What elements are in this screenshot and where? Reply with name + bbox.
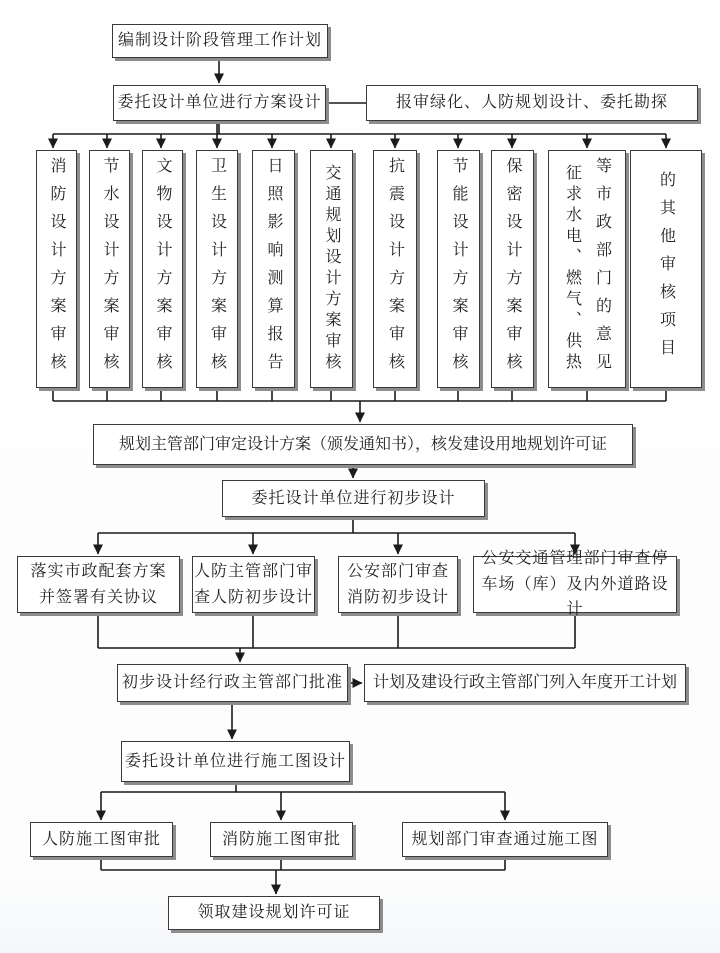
review-sanitation	[196, 150, 238, 388]
review-label: 消防设计方案审核	[48, 157, 65, 381]
line-2: 消防初步设计	[346, 588, 449, 606]
node-commission-preliminary-design: 委托设计单位进行初步设计	[222, 480, 485, 517]
review-label: 文物设计方案审核	[154, 157, 171, 381]
review-secrecy	[491, 150, 534, 388]
line-1: 公安交通管理部门审查停	[481, 550, 669, 568]
review-label: 日照影响测算报告	[265, 157, 282, 381]
review-fire-protection	[36, 150, 77, 388]
review-label-col1: 征求水电、燃气、供热	[563, 164, 581, 374]
node-compile-design-plan: 编制设计阶段管理工作计划	[112, 24, 328, 58]
node-commission-construction-drawing: 委托设计单位进行施工图设计	[121, 741, 350, 782]
node-report-greening-civil-defense-survey: 报审绿化、人防规划设计、委托勘探	[366, 85, 698, 121]
review-energy-saving	[437, 150, 480, 388]
review-label-col2: 等市政部门的意见	[593, 157, 611, 381]
node-planning-authority-approval: 规划主管部门审定设计方案（颁发通知书），核发建设用地规划许可证	[93, 424, 633, 465]
review-label: 的其他审核项目	[657, 171, 675, 367]
review-label: 抗震设计方案审核	[386, 157, 404, 381]
review-cultural-relics	[142, 150, 183, 388]
node-obtain-planning-permit: 领取建设规划许可证	[168, 896, 380, 930]
line-2: 并签署有关协议	[38, 588, 158, 606]
review-label: 卫生设计方案审核	[208, 157, 226, 381]
node-preliminary-design-approved: 初步设计经行政主管部门批准	[117, 664, 348, 702]
review-other-items	[630, 150, 702, 388]
review-label: 节能设计方案审核	[450, 157, 467, 381]
node-municipal-supporting-agreements	[17, 556, 180, 613]
review-label: 节水设计方案审核	[101, 157, 118, 381]
line-1: 公安部门审查	[346, 562, 449, 580]
review-water-saving	[89, 150, 130, 388]
review-label: 交通规划设计方案审核	[323, 164, 340, 374]
node-civil-defense-preliminary-review	[192, 556, 315, 613]
review-municipal-opinions	[548, 150, 626, 388]
review-seismic	[373, 150, 417, 388]
node-fire-drawing-approval: 消防施工图审批	[210, 822, 353, 857]
line-2: 车场（库）及内外道路设计	[481, 575, 669, 619]
node-civil-defense-drawing-approval: 人防施工图审批	[30, 822, 173, 857]
review-traffic-planning	[310, 150, 353, 388]
node-police-fire-preliminary-review	[338, 556, 458, 613]
node-planning-drawing-approval: 规划部门审查通过施工图	[402, 822, 608, 857]
node-annual-construction-plan: 计划及建设行政主管部门列入年度开工计划	[364, 664, 686, 702]
line-1: 人防主管部门审	[193, 562, 313, 580]
review-label: 保密设计方案审核	[504, 157, 521, 381]
review-sunlight-impact	[252, 150, 295, 388]
node-traffic-parking-road-review	[473, 550, 677, 619]
node-commission-scheme-design: 委托设计单位进行方案设计	[113, 85, 326, 121]
line-1: 落实市政配套方案	[30, 562, 167, 580]
line-2: 查人防初步设计	[193, 588, 313, 606]
